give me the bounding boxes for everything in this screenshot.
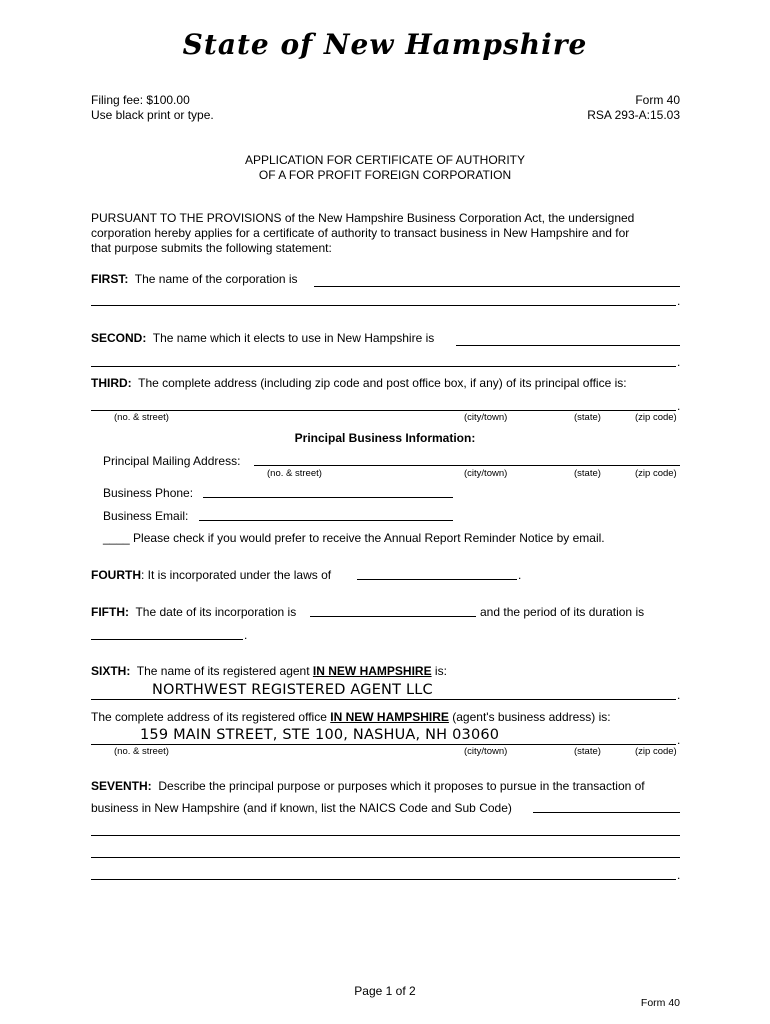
fifth-label: FIFTH: [91,605,129,619]
principal-office-address-line[interactable] [91,410,676,411]
sixth-suffix: is: [434,664,447,678]
fifth-text-2: and the period of its duration is [480,605,645,619]
seventh-line-2: business in New Hampshire (and if known, list the NAICS Code and Sub Code) [91,801,512,815]
mailing-address-field[interactable] [254,465,680,466]
mailing-state-caption: (state) [574,468,601,479]
intro-line-1: PURSUANT TO THE PROVISIONS of the New Hampshire Business Corporation Act, the undersigned [91,211,635,225]
office-suffix: (agent's business address) is: [452,710,611,724]
mailing-city-caption: (city/town) [464,468,508,479]
second-text: The name which it elects to use in New Hampshire is [152,331,435,345]
registered-office-address[interactable]: 159 MAIN STREET, STE 100, NASHUA, NH 03060 [140,727,500,743]
office-street-caption: (no. & street) [114,746,169,757]
office-emphasis: IN NEW HAMPSHIRE [330,710,449,724]
principal-info-heading: Principal Business Information: [294,431,476,445]
purpose-field-1[interactable] [533,812,680,813]
seventh-line-1: Describe the principal purpose or purposes which it proposes to pursue in the transaction of [158,779,645,793]
mailing-street-caption: (no. & street) [267,468,322,479]
office-state-caption: (state) [574,746,601,757]
incorporation-date-field[interactable] [310,616,476,617]
city-caption: (city/town) [464,412,508,423]
registered-agent-name[interactable]: NORTHWEST REGISTERED AGENT LLC [152,682,433,698]
document-title: State of New Hampshire [182,28,588,61]
registered-office-line[interactable] [91,744,676,745]
business-email-field[interactable] [199,520,453,521]
business-phone-field[interactable] [203,497,453,498]
office-text: The complete address of its registered office [91,710,327,724]
business-email-label: Business Email: [103,509,189,523]
state-caption: (state) [574,412,601,423]
fourth-text: : It is incorporated under the laws of [141,568,332,582]
email-preference [103,531,605,545]
street-caption: (no. & street) [114,412,169,423]
purpose-field-3[interactable] [91,857,680,858]
rsa-reference: RSA 293-A:15.03 [587,108,680,122]
purpose-field-4[interactable] [91,879,676,880]
first-section [91,272,298,286]
third-text: The complete address (including zip code and post office box, if any) of its principal office is: [138,376,627,390]
office-city-caption: (city/town) [464,746,508,757]
fourth-label: FOURTH [91,568,141,582]
mailing-zip-caption: (zip code) [635,468,677,479]
fourth-section [91,568,331,582]
nh-name-line-2[interactable] [91,366,676,367]
office-zip-caption: (zip code) [635,746,677,757]
heading-line-2: OF A FOR PROFIT FOREIGN CORPORATION [258,168,512,182]
third-label: THIRD: [91,376,132,390]
fifth-text: The date of its incorporation is [135,605,297,619]
sixth-text: The name of its registered agent [136,664,310,678]
seventh-label: SEVENTH: [91,779,152,793]
heading-line-1: APPLICATION FOR CERTIFICATE OF AUTHORITY [244,153,526,167]
business-phone-label: Business Phone: [103,486,194,500]
sixth-section [91,664,447,678]
first-label: FIRST: [91,272,129,286]
corporation-name-field[interactable] [314,272,680,287]
second-section [91,331,434,345]
sixth-label: SIXTH: [91,664,131,678]
form-number: Form 40 [635,93,680,107]
print-instructions: Use black print or type. [91,108,214,122]
intro-line-3: that purpose submits the following statement: [91,241,332,255]
duration-field[interactable] [91,639,243,640]
email-preference-text: Please check if you would prefer to receive the Annual Report Reminder Notice by email. [133,531,605,545]
purpose-field-2[interactable] [91,835,680,836]
incorporation-jurisdiction-field[interactable] [357,579,517,580]
second-label: SECOND: [91,331,147,345]
third-section [91,376,627,390]
footer-form-number: Form 40 [640,997,680,1009]
first-text: The name of the corporation is [134,272,298,286]
registered-office-text [91,710,611,724]
fifth-section [91,605,296,619]
corporation-name-line-2[interactable] [91,305,676,306]
page-number: Page 1 of 2 [354,984,416,998]
mailing-address-label: Principal Mailing Address: [103,454,241,468]
sixth-emphasis: IN NEW HAMPSHIRE [312,664,432,678]
nh-name-field[interactable] [456,331,680,346]
seventh-section [91,779,645,793]
zip-caption: (zip code) [635,412,677,423]
registered-agent-line[interactable] [91,699,676,700]
email-preference-checkbox[interactable]: ____ [103,531,130,545]
intro-line-2: corporation hereby applies for a certificate of authority to transact business in New Hampshire and for [91,226,630,240]
filing-fee: Filing fee: $100.00 [91,93,190,107]
